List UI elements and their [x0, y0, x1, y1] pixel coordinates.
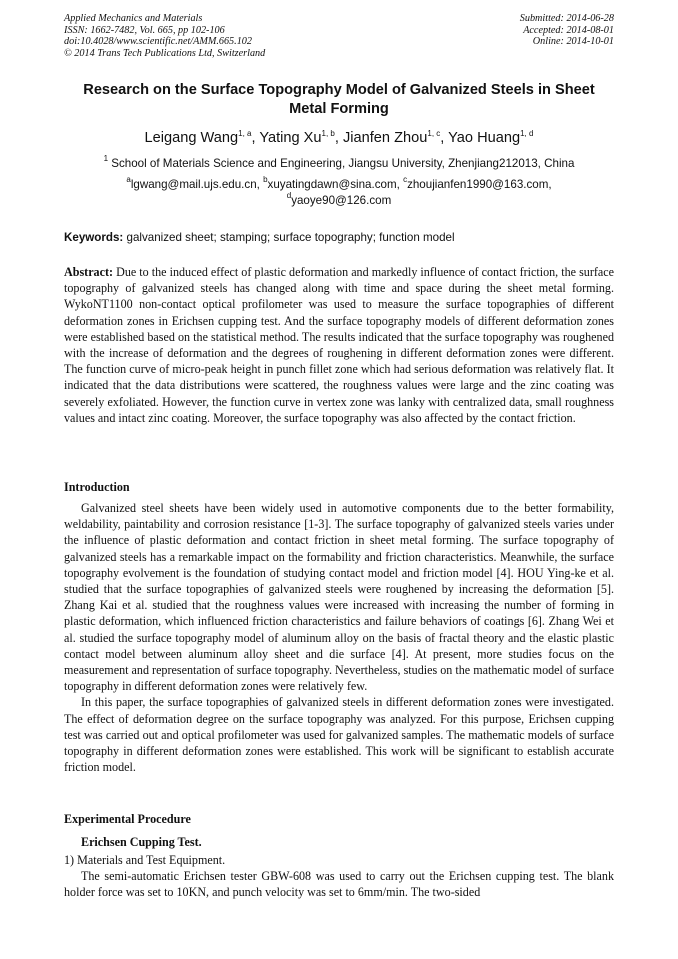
accepted-date: Accepted: 2014-08-01 — [523, 24, 614, 36]
doi-line[interactable]: doi:10.4028/www.scientific.net/AMM.665.102 — [64, 36, 252, 48]
author-superscript: 1, d — [520, 129, 534, 138]
email-superscript: c — [403, 175, 408, 184]
email-address[interactable]: xuyatingdawn@sina.com, — [267, 178, 404, 191]
author-name: Yao Huang — [448, 130, 521, 146]
author-name: Yating Xu — [259, 130, 322, 146]
numbered-item-heading: 1) Materials and Test Equipment. — [64, 853, 226, 867]
email-superscript: b — [263, 175, 268, 184]
online-date: Online: 2014-10-01 — [532, 36, 614, 48]
journal-name: Applied Mechanics and Materials — [64, 13, 203, 24]
email-address[interactable]: zhoujianfen1990@163.com, — [407, 178, 552, 191]
paragraph: The semi-automatic Erichsen tester GBW-608 was used to carry out the Erichsen cupping test. The blank holder force was set to 10KN, and punch velocity was set to 6mm/min. The two-sided — [64, 869, 614, 900]
keywords-text: galvanized sheet; stamping; surface topography; function model — [126, 231, 455, 244]
abstract — [64, 264, 614, 426]
experimental-body — [64, 868, 614, 900]
abstract-text: Due to the induced effect of plastic deformation and markedly influence of contact friction, the surface topography of galvanized steels has changed along with time and space during the sheet metal forming. WykoNT1100 non-contact optical profilometer was used to measure the surface topographies of different deformation zones in Erichsen cupping test. And the surface topography models of different deformation zones were established based on the statistical method. The results indicated that the surface topography was roughened with the increase of deformation and the degrees of roughening in different deformation zones were different. The function curve of micro-peak height in punch fillet zone which had serious deformation was relatively flat. It indicated that the data distributions were scattered, the roughness values were large and the zinc coating was severely exfoliated. However, the function curve in vertex zone was lanky with centralized data, small roughness values and intact zinc coating. Moreover, the surface topography was also affected by the contact friction. — [64, 265, 614, 425]
author-superscript: 1, a — [238, 129, 252, 138]
affiliation — [64, 156, 614, 171]
email-list — [64, 177, 614, 209]
keywords-label: Keywords: — [64, 231, 124, 244]
paragraph: Galvanized steel sheets have been widely used in automotive components due to the better formability, weldability, paintability and corrosion resistance [1-3]. The surface topography of galvanized steels varies under the influence of plastic deformation and contact friction in sheet metal forming. The surface topography of galvanized steels has a remarkable impact on the formability and friction characteristics. Meanwhile, the surface topography evolvement is the foundation of studying contact model and friction model [4]. HOU Ying-ke et al. studied that the surface topographies of galvanized steels were roughened by increasing the deformation [5]. Zhang Kai et al. studied that the roughness values were increased with increasing the number of forming in plastic deformation, which influenced friction characteristics and failure behaviors of coatings [6]. Zhang Wei et al. studied the surface topography model of aluminum alloy on the basis of fractal theory and the elastic plastic contact model between aluminum alloy sheet and die surface [4]. At present, more studies focus on the measurement and representation of surface topography. Nevertheless, studies on the mathematic model of surface topography in different deformation zones were relatively few. — [64, 501, 614, 694]
author-name: Leigang Wang — [144, 130, 239, 146]
copyright-line: © 2014 Trans Tech Publications Ltd, Switzerland — [64, 47, 266, 59]
author-superscript: 1, c — [427, 129, 441, 138]
section-heading-experimental: Experimental Procedure — [64, 812, 191, 826]
affiliation-text: School of Materials Science and Engineering, Jiangsu University, Zhenjiang212013, China — [111, 157, 575, 170]
email-address[interactable]: yaoye90@126.com — [291, 194, 392, 207]
journal-header-left — [64, 13, 265, 59]
email-superscript: d — [286, 191, 292, 200]
email-address[interactable]: lgwang@mail.ujs.edu.cn, — [130, 178, 264, 191]
issn-line: ISSN: 1662-7482, Vol. 665, pp 102-106 — [64, 24, 225, 36]
paragraph: In this paper, the surface topographies of galvanized steels in different deformation zones were investigated. The effect of deformation degree on the surface topography was analyzed. For this purpose, Erichsen cupping test was carried out and optical profilometer was used for galvanized samples. The mathematic models of surface topography in different deformation zones were established. This work will be significant to establish accurate friction model. — [64, 695, 614, 775]
subsection-heading: Erichsen Cupping Test. — [81, 835, 202, 849]
abstract-label: Abstract: — [64, 265, 114, 279]
author-list: Leigang Wang$^{1, a}$, Yating Xu$^{1, b}$, Jianfen Zhou$^{1, c}$, Yao Huang$^{1, d}$ — [144, 129, 534, 146]
author-superscript: 1, b — [321, 129, 335, 138]
journal-header-right — [520, 13, 614, 48]
introduction-body — [64, 500, 614, 775]
affiliation-superscript: 1 — [103, 154, 109, 163]
section-heading-introduction: Introduction — [64, 480, 130, 494]
keywords-line — [64, 230, 614, 245]
submitted-date: Submitted: 2014-06-28 — [519, 13, 614, 24]
email-superscript: a — [126, 175, 131, 184]
paper-title: Research on the Surface Topography Model of Galvanized Steels in Sheet Metal Forming — [83, 82, 595, 117]
author-name: Jianfen Zhou — [342, 130, 428, 146]
